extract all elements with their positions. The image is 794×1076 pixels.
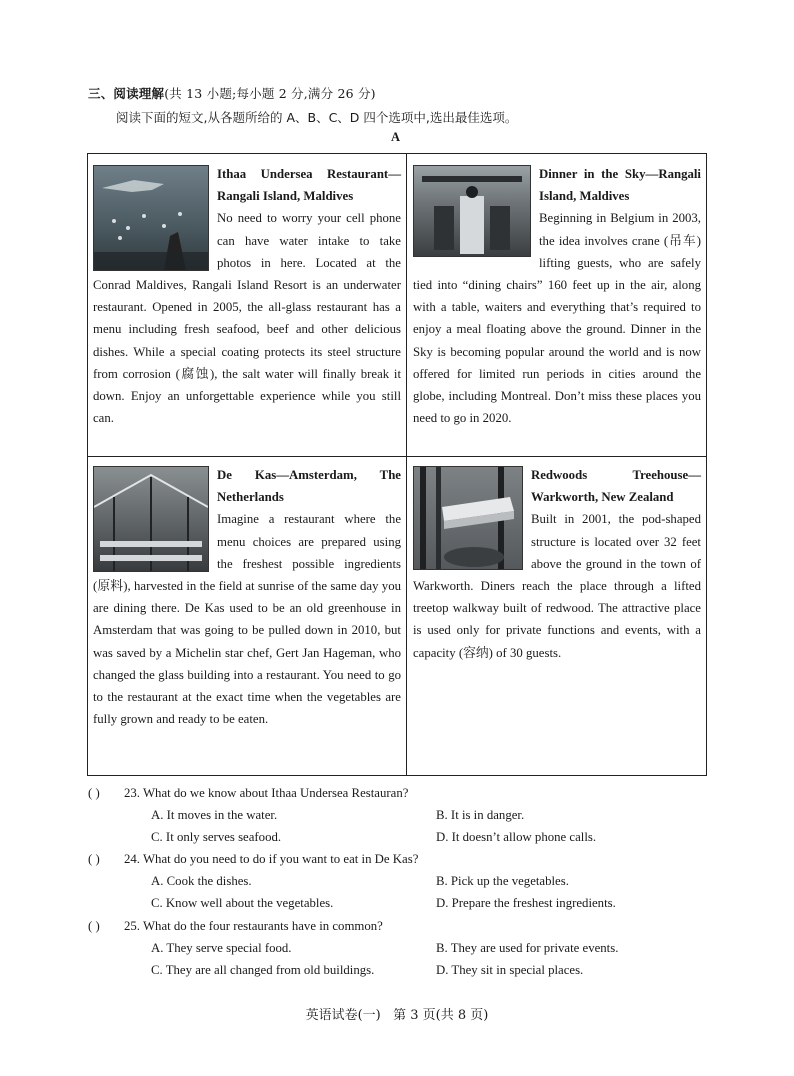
- option-b[interactable]: B. Pick up the vegetables.: [436, 874, 569, 888]
- restaurant-title: Dinner in the Sky—Rangali Island, Maldives: [539, 167, 701, 204]
- restaurant-title: Redwoods Treehouse—Warkworth, New Zealand: [531, 468, 701, 505]
- crane-table-icon: [414, 166, 530, 256]
- option-d[interactable]: D. Prepare the freshest ingredients.: [436, 896, 616, 910]
- restaurant-description: No need to worry your cell phone can have water intake to take photos in here. Located at the Conrad Maldives, Rangali Island Resort is an underwater restaurant. Opened in 2005, the all-glass restaurant has a menu including fresh seafood, beef and other delicious dishes. While a special coating protects its steel structure from corrosion (腐蚀), the salt water will finally break it down. Enjoy an unforgettable experience while you still can.: [93, 211, 401, 426]
- restaurant-cell-redwoods-treehouse: [413, 464, 701, 664]
- option-a[interactable]: A. Cook the dishes.: [151, 874, 252, 888]
- restaurant-cell-ithaa: [93, 163, 401, 429]
- answer-blank[interactable]: ( ): [88, 852, 100, 866]
- fish-shark-icon: [94, 166, 208, 270]
- table-divider-vertical: [406, 153, 407, 776]
- restaurant-title: De Kas—Amsterdam, The Netherlands: [217, 468, 401, 505]
- option-d[interactable]: D. They sit in special places.: [436, 963, 584, 977]
- restaurant-description: Beginning in Belgium in 2003, the idea involves crane (吊车) lifting guests, who are safely tied into “dining chairs” 160 feet up in the air, along with a table, waiters and everything that’s required to enjoy a meal floating above the ground. Dinner in the Sky is becoming popular around the world and is now offered for limited run periods in cities around the globe, including Montreal. Don’t miss these places you need to go in 2020.: [413, 211, 701, 426]
- answer-blank[interactable]: ( ): [88, 919, 100, 933]
- section-header: [88, 84, 376, 102]
- greenhouse-photo: [93, 466, 209, 572]
- option-b[interactable]: B. It is in danger.: [436, 808, 525, 822]
- greenhouse-icon: [94, 467, 208, 571]
- restaurant-cell-de-kas: [93, 464, 401, 730]
- section-title: 三、阅读理解: [88, 86, 165, 101]
- dinner-sky-photo: [413, 165, 531, 257]
- restaurant-cell-dinner-in-the-sky: [413, 163, 701, 429]
- table-divider-horizontal: [87, 456, 707, 457]
- question-stem: 25. What do the four restaurants have in common?: [124, 919, 383, 933]
- option-c[interactable]: C. It only serves seafood.: [151, 830, 282, 844]
- option-d[interactable]: D. It doesn’t allow phone calls.: [436, 830, 597, 844]
- option-b[interactable]: B. They are used for private events.: [436, 941, 619, 955]
- question-stem: 24. What do you need to do if you want to eat in De Kas?: [124, 852, 419, 866]
- option-a[interactable]: A. It moves in the water.: [151, 808, 278, 822]
- treehouse-photo: [413, 466, 523, 570]
- option-a[interactable]: A. They serve special food.: [151, 941, 292, 955]
- section-note: (共 13 小题;每小题 2 分,满分 26 分): [164, 86, 376, 101]
- section-instruction: 阅读下面的短文,从各题所给的 A、B、C、D 四个选项中,选出最佳选项。: [116, 110, 518, 125]
- restaurant-title: Ithaa Undersea Restaurant—Rangali Island, Maldives: [217, 167, 401, 204]
- undersea-photo: [93, 165, 209, 271]
- answer-blank[interactable]: ( ): [88, 786, 100, 800]
- restaurant-description: Imagine a restaurant where the menu choices are prepared using the freshest possible ingredients (原料), harvested in the field at sunrise of the same day you are dining there. De Kas used to be an old greenhouse in Amsterdam that was going to be pulled down in 2010, but was saved by a Michelin star chef, Gert Jan Hageman, who changed the glass building into a restaurant. You need to go to the restaurant at the exact time when the vegetables are fully grown and ready to be eaten.: [93, 512, 401, 727]
- option-c[interactable]: C. Know well about the vegetables.: [151, 896, 334, 910]
- treehouse-icon: [414, 467, 522, 569]
- option-c[interactable]: C. They are all changed from old buildings.: [151, 963, 375, 977]
- page-footer: 英语试卷(一) 第 3 页(共 8 页): [305, 1008, 489, 1023]
- passage-label: A: [391, 130, 401, 144]
- restaurant-description: Built in 2001, the pod-shaped structure is located over 32 feet above the ground in the town of Warkworth. Diners reach the place through a lifted treetop walkway built of redwood. The attractive place is used only for private functions and events, with a capacity (容纳) of 30 guests.: [413, 512, 701, 660]
- question-stem: 23. What do we know about Ithaa Undersea Restauran?: [124, 786, 409, 800]
